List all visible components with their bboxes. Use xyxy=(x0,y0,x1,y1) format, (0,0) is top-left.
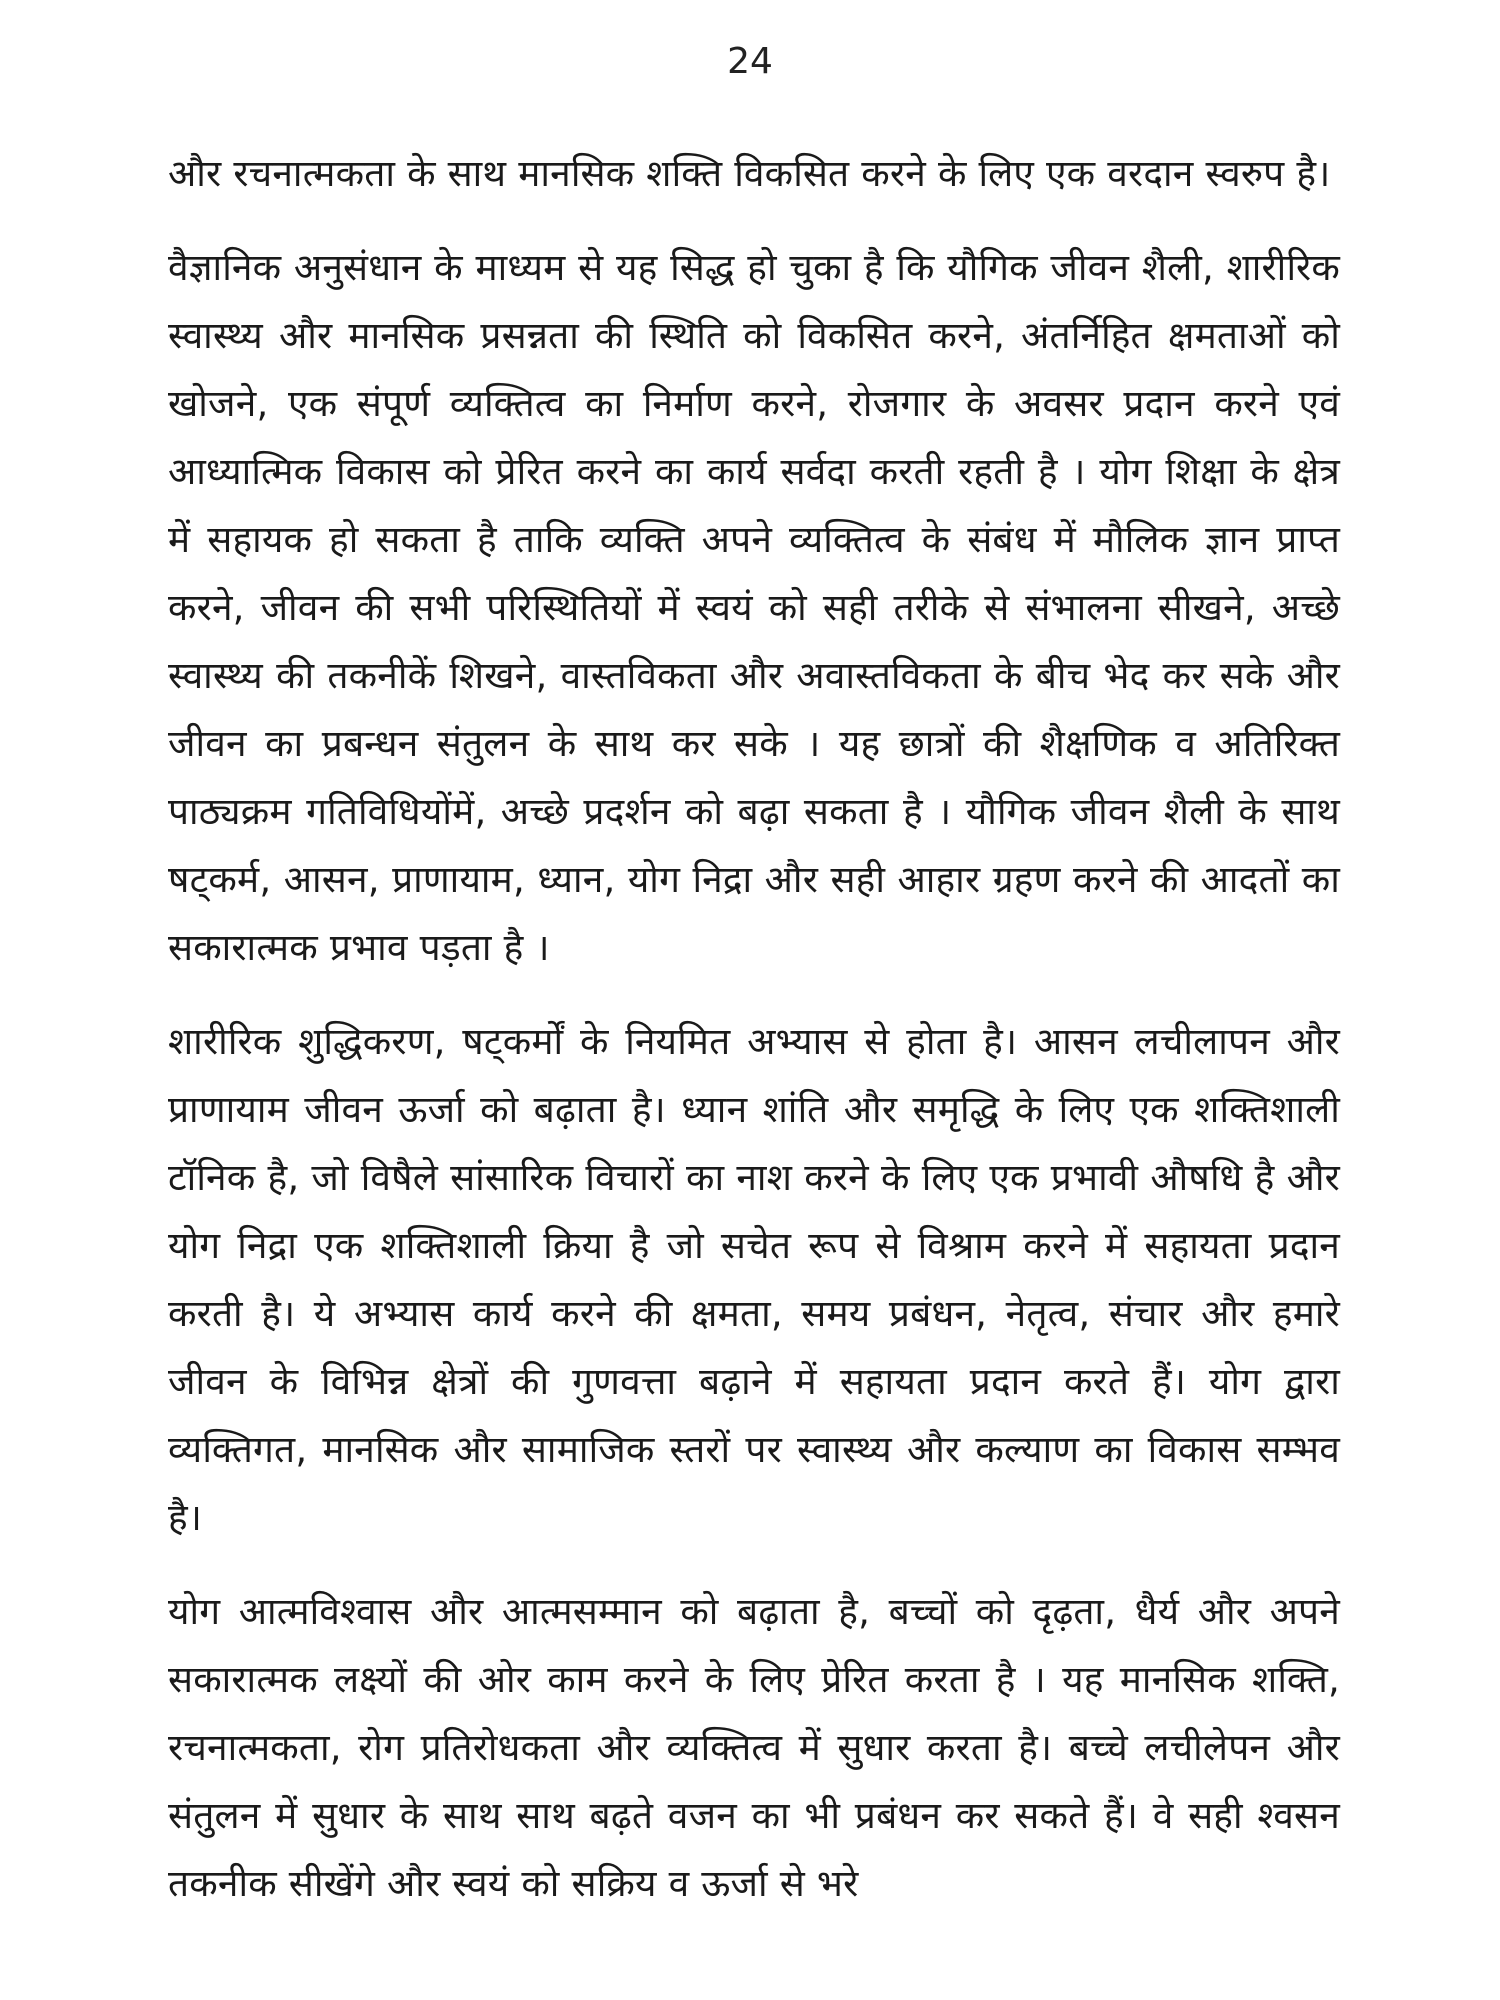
body-text xyxy=(168,140,1340,1944)
page-number: 24 xyxy=(727,41,773,82)
paragraph-physical-purification: शारीरिक शुद्धिकरण, षट्कर्मों के नियमित अभ्यास से होता है। आसन लचीलापन और प्राणायाम जीवन ऊर्जा को बढ़ाता है। ध्यान शांति और समृद्धि के लिए एक शक्तिशाली टॉनिक है, जो विषैले सांसारिक विचारों का नाश करने के लिए एक प्रभावी औषधि है और योग निद्रा एक शक्तिशाली क्रिया है जो सचेत रूप से विश्राम करने में सहायता प्रदान करती है। ये अभ्यास कार्य करने की क्षमता, समय प्रबंधन, नेतृत्व, संचार और हमारे जीवन के विभिन्न क्षेत्रों की गुणवत्ता बढ़ाने में सहायता प्रदान करते हैं। योग द्वारा व्यक्तिगत, मानसिक और सामाजिक स्तरों पर स्वास्थ्य और कल्याण का विकास सम्भव है। xyxy=(168,1020,1340,1539)
paragraph-self-confidence: योग आत्मविश्वास और आत्मसम्मान को बढ़ाता है, बच्चों को दृढ़ता, धैर्य और अपने सकारात्मक लक्ष्यों की ओर काम करने के लिए प्रेरित करता है । यह मानसिक शक्ति, रचनात्मकता, रोग प्रतिरोधकता और व्यक्तित्व में सुधार करता है। बच्चे लचीलेपन और संतुलन में सुधार के साथ साथ बढ़ते वजन का भी प्रबंधन कर सकते हैं। वे सही श्वसन तकनीक सीखेंगे और स्वयं को सक्रिय व ऊर्जा से भरे xyxy=(168,1590,1340,1905)
paragraph-scientific-research: वैज्ञानिक अनुसंधान के माध्यम से यह सिद्ध हो चुका है कि यौगिक जीवन शैली, शारीरिक स्वास्थ्य और मानसिक प्रसन्नता की स्थिति को विकसित करने, अंतर्निहित क्षमताओं को खोजने, एक संपूर्ण व्यक्तित्व का निर्माण करने, रोजगार के अवसर प्रदान करने एवं आध्यात्मिक विकास को प्रेरित करने का कार्य सर्वदा करती रहती है । योग शिक्षा के क्षेत्र में सहायक हो सकता है ताकि व्यक्ति अपने व्यक्तित्व के संबंध में मौलिक ज्ञान प्राप्त करने, जीवन की सभी परिस्थितियों में स्वयं को सही तरीके से संभालना सीखने, अच्छे स्वास्थ्य की तकनीकें शिखने, वास्तविकता और अवास्तविकता के बीच भेद कर सके और जीवन का प्रबन्धन संतुलन के साथ कर सके । यह छात्रों की शैक्षणिक व अतिरिक्त पाठ्यक्रम गतिविधियोंमें, अच्छे प्रदर्शन को बढ़ा सकता है । यौगिक जीवन शैली के साथ षट्कर्म, आसन, प्राणायाम, ध्यान, योग निद्रा और सही आहार ग्रहण करने की आदतों का सकारात्मक प्रभाव पड़ता है । xyxy=(168,246,1340,969)
paragraph-continuation: और रचनात्मकता के साथ मानसिक शक्ति विकसित करने के लिए एक वरदान स्वरुप है। xyxy=(168,152,1331,195)
